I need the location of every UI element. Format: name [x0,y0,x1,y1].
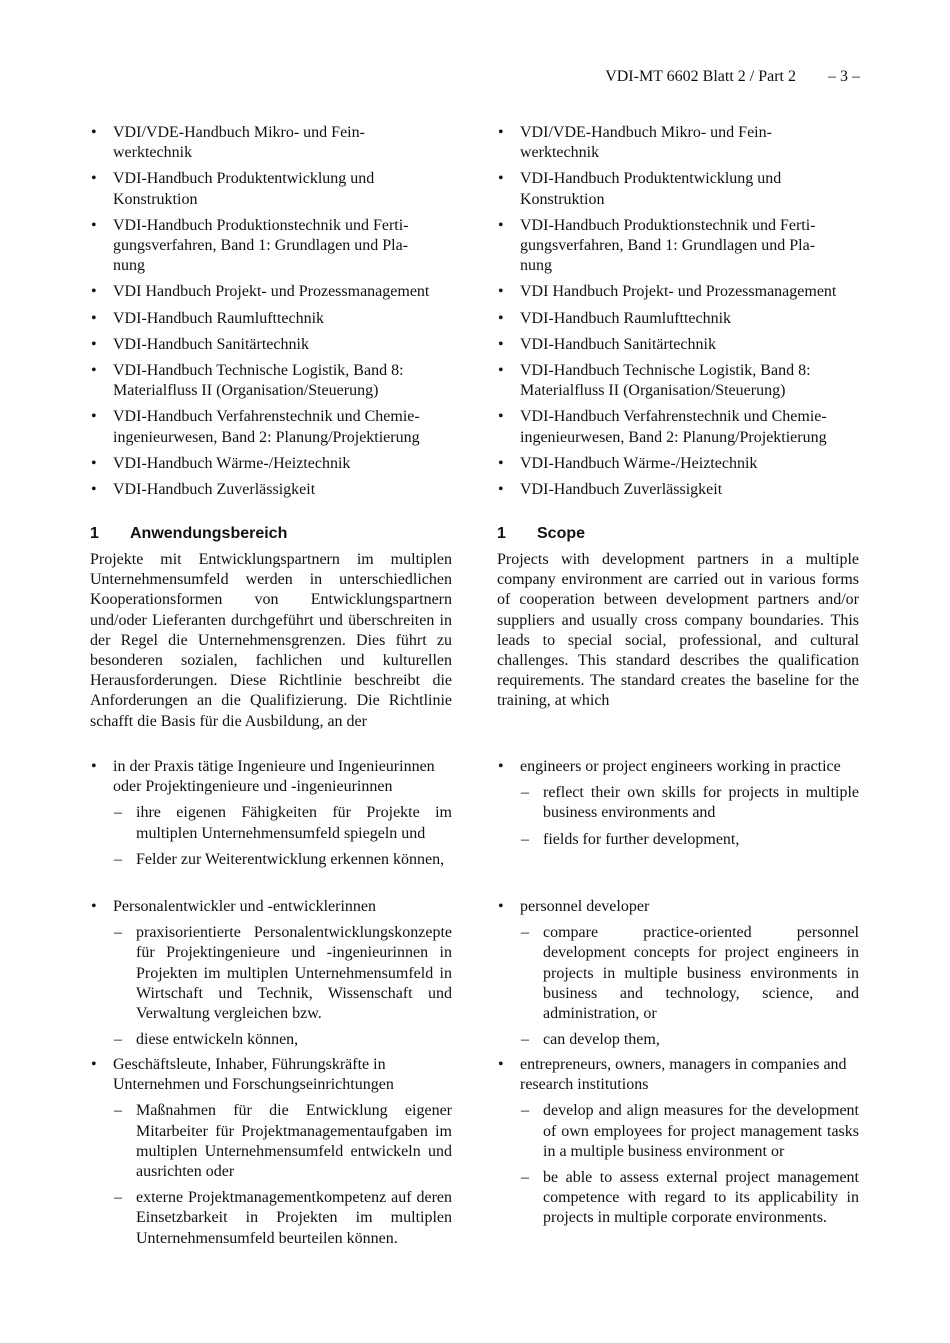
list-item: • VDI-Handbuch Wärme-/Heiztechnik [497,454,859,474]
list-item: • VDI-Handbuch Sanitärtechnik [90,335,452,355]
document-id: VDI-MT 6602 Blatt 2 / Part 2 [605,68,796,85]
handbook-list-en [497,123,859,500]
list-item: • VDI-Handbuch Raumlufttechnik [497,309,859,329]
audience-group [90,897,452,1050]
list-item: • VDI-Handbuch Raumlufttechnik [90,309,452,329]
list-item: • VDI-Handbuch Technische Logistik, Band 8: Materialfluss II (Organisation/Steuerung) [90,361,452,401]
list-item: • VDI-Handbuch Produktentwicklung und Konstruktion [90,169,452,209]
list-item: • VDI-Handbuch Zuverlässigkeit [90,480,452,500]
list-item: • VDI/VDE-Handbuch Mikro- und Fein- werktechnik [497,123,859,163]
list-item: • Geschäftsleute, Inhaber, Führungskräfte in Unternehmen und Forschungseinrichtungen – Maßnahmen für die Entwicklung eigener Mitarbeiter für Projektmanagementaufgaben im multiplen Unternehmensumfeld entwickeln und ausrichten oder – externe Projektmanagementkompetenz auf deren Einsetzbarkeit in Projekten im multiplen Unternehmensumfeld beurteilen können. [90,1055,452,1249]
section-heading: 1 Anwendungsbereich [90,525,288,542]
sub-item: – Felder zur Weiterentwicklung erkennen können, [90,850,452,870]
list-item: • VDI-Handbuch Verfahrenstechnik und Chemie- ingenieurwesen, Band 2: Planung/Projektierung [90,407,452,447]
list-item: • VDI-Handbuch Produktentwicklung und Konstruktion [497,169,859,209]
list-item: • personnel developer – compare practice-oriented personnel development concepts for project engineers in projects in multiple business environments in business and technology, science, and administration, or – can develop them, [497,897,859,1050]
scope-paragraph: Projekte mit Entwicklungspartnern im multiplen Unternehmensumfeld werden in unterschiedlichen Kooperationsformen von Entwicklungspartnern und/oder Lieferanten durchgeführt und überschreiten in der Regel die Unternehmensgrenzen. Dies führt zu besonderen sozialen, fachlichen und kulturellen Herausforderungen. Diese Richtlinie beschreibt die Anforderungen an die Qualifizierung. Die Richtlinie schafft die Basis für die Ausbildung, an der [90,551,452,730]
list-item: • in der Praxis tätige Ingenieure und Ingenieurinnen oder Projektingenieure und -ingenieurinnen – ihre eigenen Fähigkeiten für Projekte im multiplen Unternehmensumfeld spiegeln und – Felder zur Weiterentwicklung erkennen können, [90,757,452,870]
list-item: • VDI/VDE-Handbuch Mikro- und Fein- werktechnik [90,123,452,163]
audience-group [90,757,452,870]
sub-item: – develop and align measures for the development of own employees for project management tasks in a multiple business environment or [497,1101,859,1162]
sub-item: – be able to assess external project management competence with regard to its applicability in projects in multiple corporate environments. [497,1168,859,1229]
list-item: • VDI-Handbuch Sanitärtechnik [497,335,859,355]
audience-group [90,1055,452,1249]
sub-item: – externe Projektmanagementkompetenz auf deren Einsetzbarkeit in Projekten im multiplen Unternehmensumfeld beurteilen können. [90,1188,452,1249]
sub-item: – praxisorientierte Personalentwicklungskonzepte für Projektingenieure und -ingenieurinnen in Projekten im multiplen Unternehmensumfeld in Wirtschaft und Technik, Wissenschaft und Verwaltung vergleichen bzw. [90,923,452,1024]
list-item: • entrepreneurs, owners, managers in companies and research institutions – develop and align measures for the development of own employees for project management tasks in a multiple business environment or – be able to assess external project management competence with regard to its applicability in projects in multiple corporate environments. [497,1055,859,1229]
list-item: • VDI-Handbuch Produktionstechnik und Ferti- gungsverfahren, Band 1: Grundlagen und Pla- nung [90,216,452,277]
list-item: • VDI-Handbuch Wärme-/Heiztechnik [90,454,452,474]
list-item: • engineers or project engineers working in practice – reflect their own skills for projects in multiple business environments and – fields for further development, [497,757,859,850]
page-number: – 3 – [828,68,860,85]
audience-group [497,897,859,1050]
list-item: • VDI-Handbuch Verfahrenstechnik und Chemie- ingenieurwesen, Band 2: Planung/Projektierung [497,407,859,447]
audience-group [497,1055,859,1229]
list-item: • VDI-Handbuch Technische Logistik, Band 8: Materialfluss II (Organisation/Steuerung) [497,361,859,401]
sub-item: – Maßnahmen für die Entwicklung eigener Mitarbeiter für Projektmanagementaufgaben im multiplen Unternehmensumfeld entwickeln und ausrichten oder [90,1101,452,1182]
sub-item: – compare practice-oriented personnel development concepts for project engineers in projects in multiple business environments in business and technology, science, and administration, or [497,923,859,1024]
list-item: • Personalentwickler und -entwicklerinnen – praxisorientierte Personalentwicklungskonzepte für Projektingenieure und -ingenieurinnen in Projekten im multiplen Unternehmensumfeld in Wirtschaft und Technik, Wissenschaft und Verwaltung vergleichen bzw. – diese entwickeln können, [90,897,452,1050]
audience-group [497,757,859,850]
page-header [605,68,860,86]
sub-item: – fields for further development, [497,830,859,850]
sub-item: – can develop them, [497,1030,859,1050]
list-item: • VDI Handbuch Projekt- und Prozessmanagement [90,282,452,302]
scope-paragraph: Projects with development partners in a multiple company environment are carried out in various forms of cooperation between development partners and/or suppliers and usually cross company boundaries. This leads to special social, professional, and cultural challenges. This standard describes the qualification requirements. The standard creates the baseline for the training, at which [497,551,859,710]
list-item: • VDI Handbuch Projekt- und Prozessmanagement [497,282,859,302]
sub-item: – ihre eigenen Fähigkeiten für Projekte im multiplen Unternehmensumfeld spiegeln und [90,803,452,843]
list-item: • VDI-Handbuch Produktionstechnik und Ferti- gungsverfahren, Band 1: Grundlagen und Pla- nung [497,216,859,277]
sub-item: – diese entwickeln können, [90,1030,452,1050]
section-heading: 1 Scope [497,525,586,542]
list-item: • VDI-Handbuch Zuverlässigkeit [497,480,859,500]
sub-item: – reflect their own skills for projects in multiple business environments and [497,783,859,823]
handbook-list-de [90,123,452,500]
